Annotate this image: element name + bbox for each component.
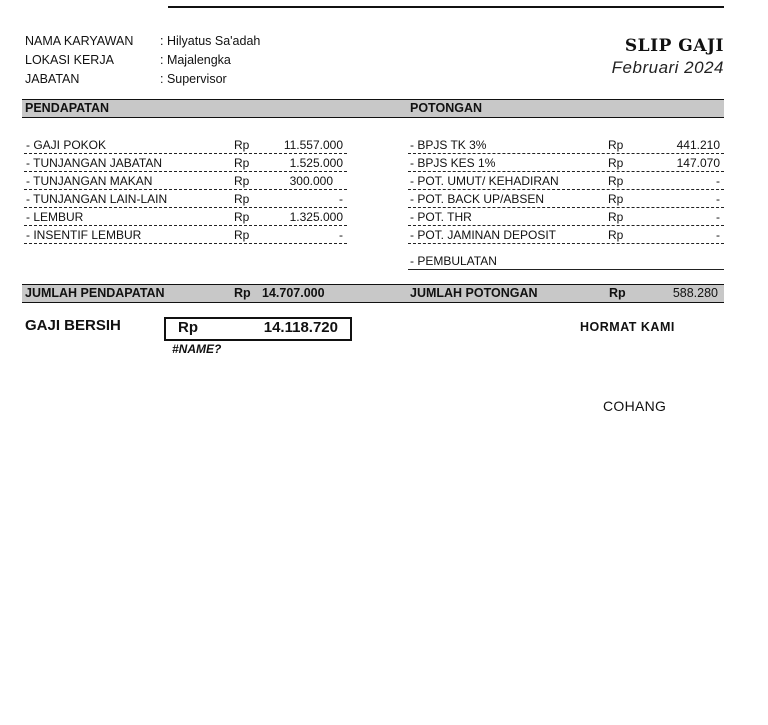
employee-position-row [25,72,227,87]
deduction-row [408,173,724,190]
income-item-name: - TUNJANGAN LAIN-LAIN [26,192,168,206]
deduction-item-name: - PEMBULATAN [410,254,497,268]
deduction-row [408,227,724,244]
employee-location-value: : Majalengka [160,53,231,67]
deduction-item-value: 147.070 [676,156,720,170]
totals-band [22,284,724,303]
deduction-row [408,191,724,208]
net-pay-label: GAJI BERSIH [25,317,121,334]
deduction-item-value: - [716,210,720,224]
income-item-currency: Rp [234,138,250,152]
income-item-value: - [339,192,343,206]
income-item-value: 300.000 [289,174,333,188]
net-pay-value: 14.118.720 [263,319,338,336]
top-rule [168,6,724,8]
deduction-row [408,155,724,172]
income-header: PENDAPATAN [25,101,110,115]
formula-error-text: #NAME? [172,342,222,356]
section-header-band [22,99,724,118]
deduction-item-currency: Rp [608,174,624,188]
deductions-total-currency: Rp [609,286,626,300]
deduction-row [408,209,724,226]
income-item-currency: Rp [234,228,250,242]
deduction-item-currency: Rp [608,192,624,206]
income-item-currency: Rp [234,192,250,206]
net-pay-box [164,317,352,341]
deduction-item-value: - [716,192,720,206]
deduction-item-name: - POT. BACK UP/ABSEN [410,192,545,206]
deduction-item-name: - POT. UMUT/ KEHADIRAN [410,174,559,188]
income-item-name: - LEMBUR [26,210,84,224]
employee-name-label: NAMA KARYAWAN [25,34,134,48]
net-pay-currency: Rp [178,319,198,336]
deduction-item-value: 441.210 [676,138,720,152]
income-row [24,155,347,172]
income-item-name: - GAJI POKOK [26,138,107,152]
signatory-name: COHANG [603,398,667,414]
deductions-total-value: 588.280 [672,286,718,300]
slip-title-block [612,36,724,78]
income-row [24,137,347,154]
deduction-item-currency: Rp [608,228,624,242]
employee-location-label: LOKASI KERJA [25,53,114,67]
income-total-value: 14.707.000 [262,286,325,300]
deduction-item-value: - [716,174,720,188]
deductions-header: POTONGAN [410,101,482,115]
income-item-name: - TUNJANGAN MAKAN [26,174,153,188]
income-item-currency: Rp [234,156,250,170]
deductions-total-label: JUMLAH POTONGAN [410,286,538,300]
deduction-item-value: - [716,228,720,242]
income-row [24,227,347,244]
income-item-value: 1.525.000 [289,156,343,170]
deduction-item-currency: Rp [608,210,624,224]
employee-name-value: : Hilyatus Sa'adah [160,34,261,48]
employee-location-row [25,53,231,68]
deduction-item-name: - BPJS KES 1% [410,156,496,170]
slip-title: SLIP GAJI [624,36,724,56]
deduction-row [408,137,724,154]
income-row [24,191,347,208]
income-item-value: 1.325.000 [289,210,343,224]
income-item-name: - TUNJANGAN JABATAN [26,156,163,170]
employee-name-row [25,34,260,49]
income-item-value: - [339,228,343,242]
income-item-name: - INSENTIF LEMBUR [26,228,142,242]
deduction-item-currency: Rp [608,138,624,152]
deduction-item-name: - POT. JAMINAN DEPOSIT [410,228,557,242]
income-item-currency: Rp [234,174,250,188]
employee-position-value: : Supervisor [160,72,227,86]
regards-text: HORMAT KAMI [580,320,675,334]
income-item-value: 11.557.000 [283,138,343,152]
employee-position-label: JABATAN [25,72,80,86]
deduction-item-name: - BPJS TK 3% [410,138,487,152]
income-row [24,209,347,226]
income-total-currency: Rp [234,286,251,300]
income-total-label: JUMLAH PENDAPATAN [25,286,165,300]
deduction-row [408,253,724,270]
income-row [24,173,347,190]
slip-period: Februari 2024 [611,58,724,77]
deduction-item-currency: Rp [608,156,624,170]
deduction-item-name: - POT. THR [410,210,472,224]
income-item-currency: Rp [234,210,250,224]
